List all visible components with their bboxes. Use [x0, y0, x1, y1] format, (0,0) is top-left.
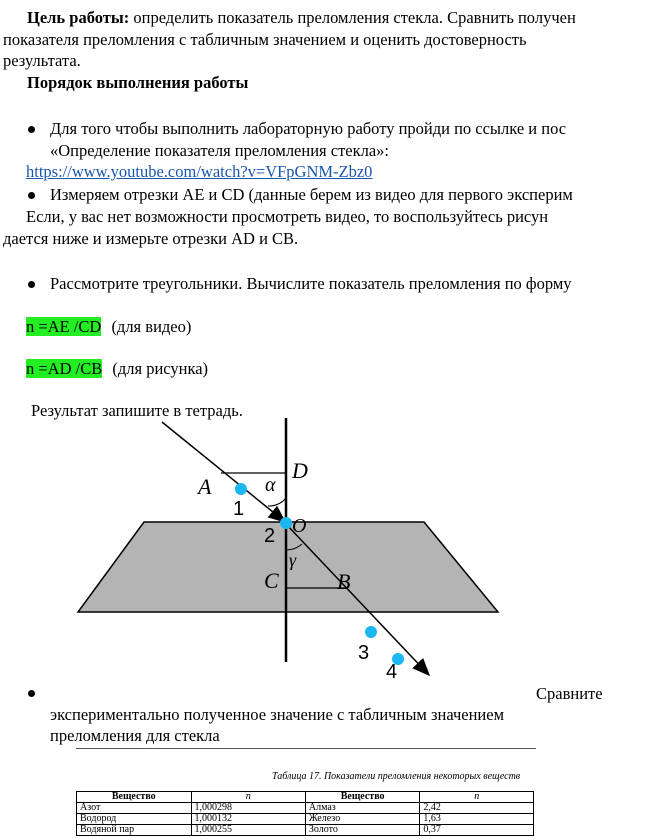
- compare-line-2: экспериментально полученное значение с табличным значением: [50, 705, 505, 724]
- label-2: 2: [264, 525, 276, 547]
- table-cell: 0,37: [420, 825, 534, 836]
- header-substance-1: Вещество: [77, 792, 192, 803]
- formula-1-note: (для видео): [111, 317, 192, 336]
- result-note: Результат запишите в тетрадь.: [31, 401, 243, 420]
- label-c: C: [264, 568, 279, 593]
- item2-line2: Если, у вас нет возможности просмотреть видео, то воспользуйтесь рисун: [26, 207, 549, 226]
- formula-figure: [26, 359, 208, 379]
- bullet-2: [28, 192, 35, 199]
- formula-2-note: (для рисунка): [112, 359, 209, 378]
- table-row: [77, 803, 534, 814]
- cropped-table-edge: [76, 748, 536, 749]
- goal-line-2: показателя преломления с табличным значением и оценить достоверность: [3, 30, 527, 49]
- formula-2: n =AD /CB: [26, 359, 103, 378]
- bullet-4: [28, 690, 35, 697]
- label-alpha: α: [265, 474, 276, 496]
- label-4: 4: [386, 661, 398, 683]
- goal-label: Цель работы:: [27, 8, 130, 27]
- glass-plate: [78, 522, 498, 612]
- item2-line1: Измеряем отрезки АЕ и CD (данные берем из видео для первого эксперим: [50, 185, 573, 204]
- table-cell: Алмаз: [305, 803, 420, 814]
- table-row: [77, 825, 534, 836]
- formula-video: [26, 317, 191, 337]
- table-cell: 2,42: [420, 803, 534, 814]
- table-cell: 1,63: [420, 814, 534, 825]
- table-cell: Водяной пар: [77, 825, 192, 836]
- point-3-dot: [365, 626, 377, 638]
- label-1: 1: [233, 498, 245, 520]
- incident-ray: [162, 422, 284, 521]
- label-gamma: γ: [289, 550, 297, 570]
- header-n-1: n: [191, 792, 305, 803]
- item2-line3: дается ниже и измерьте отрезки AD и CB.: [3, 229, 299, 248]
- bullet-1: [28, 126, 35, 133]
- bullet-3: [28, 281, 35, 288]
- label-o: O: [292, 515, 307, 537]
- table-cell: 1,000132: [191, 814, 305, 825]
- item3-line1: Рассмотрите треугольники. Вычислите показатель преломления по форму: [50, 274, 572, 293]
- goal-line-1: [27, 8, 576, 28]
- table-cell: Азот: [77, 803, 192, 814]
- video-link[interactable]: https://www.youtube.com/watch?v=VFpGNM-Zbz0: [26, 162, 373, 181]
- table-cell: Золото: [305, 825, 420, 836]
- angle-alpha-arc: [268, 498, 286, 506]
- goal-line-3: результата.: [3, 51, 81, 70]
- label-3: 3: [358, 642, 370, 664]
- point-2-dot: [280, 517, 292, 529]
- table-caption: Таблица 17. Показатели преломления некоторых веществ: [272, 771, 521, 782]
- table-cell: Водород: [77, 814, 192, 825]
- goal-text-1: определить показатель преломления стекла. Сравнить получен: [133, 8, 576, 27]
- label-b: B: [337, 569, 351, 594]
- table-cell: 1,000255: [191, 825, 305, 836]
- refraction-table: [76, 791, 534, 836]
- item1-line1: Для того чтобы выполнить лабораторную работу пройди по ссылке и пос: [50, 119, 567, 138]
- table-row: [77, 814, 534, 825]
- procedure-title: Порядок выполнения работы: [27, 73, 249, 92]
- label-a: A: [198, 474, 212, 499]
- header-substance-2: Вещество: [305, 792, 420, 803]
- compare-line-3: преломления для стекла: [50, 726, 220, 745]
- formula-1: n =AE /CD: [26, 317, 102, 336]
- refraction-diagram: [40, 418, 510, 688]
- compare-word: Сравните: [536, 684, 603, 703]
- label-d: D: [292, 458, 308, 483]
- point-1-dot: [235, 483, 247, 495]
- item1-line2: «Определение показателя преломления стекла»:: [50, 141, 390, 160]
- header-n-2: n: [420, 792, 534, 803]
- table-cell: 1,000298: [191, 803, 305, 814]
- table-header-row: [77, 792, 534, 803]
- table-cell: Железо: [305, 814, 420, 825]
